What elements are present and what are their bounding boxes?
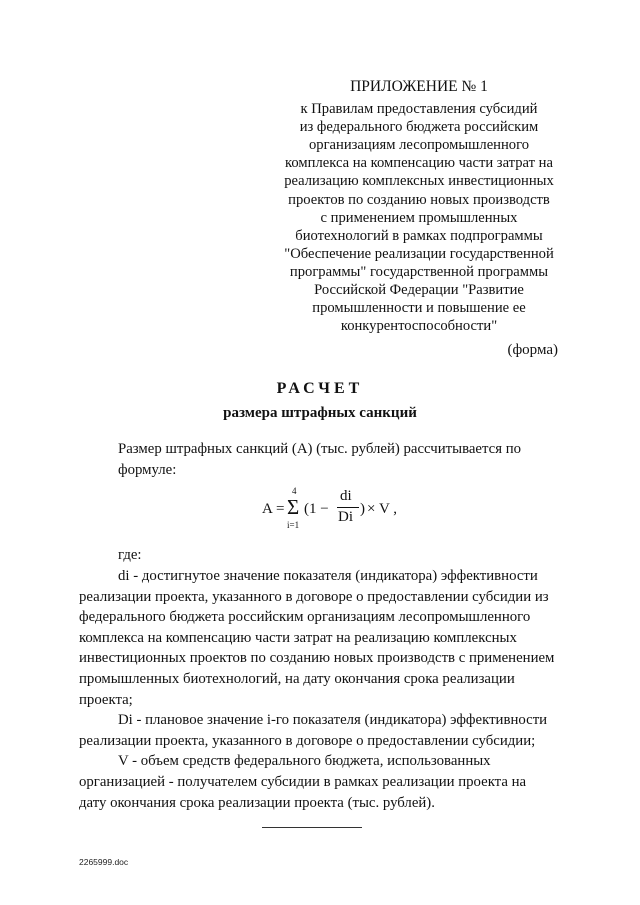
- intro-text-continued: формуле:: [118, 461, 177, 478]
- appendix-line: с применением промышленных: [320, 209, 518, 226]
- appendix-line: "Обеспечение реализации государственной: [284, 245, 554, 262]
- document-title: РАСЧЕТ: [276, 380, 364, 397]
- appendix-heading: ПРИЛОЖЕНИЕ № 1: [350, 78, 488, 95]
- formula-denominator: Di: [338, 509, 353, 525]
- formula-close: ): [360, 501, 365, 517]
- definition-line: федерального бюджета российским организациям лесопромышленного: [79, 609, 531, 626]
- appendix-line: конкурентоспособности": [340, 318, 498, 335]
- formula-numerator: di: [340, 488, 352, 504]
- appendix-line: реализацию комплексных инвестиционных: [284, 173, 554, 190]
- definition-line: инвестиционных проектов по созданию новых производств с применением: [79, 650, 555, 667]
- definition-line: di - достигнутое значение показателя (индикатора) эффективности: [118, 568, 538, 584]
- appendix-header: [268, 78, 570, 335]
- formula-times-v: × V ,: [367, 501, 397, 517]
- appendix-line: программы" государственной программы: [289, 263, 549, 280]
- definition-line: Di - плановое значение i-го показателя (индикатора) эффективности: [118, 712, 548, 729]
- where-label: где:: [118, 547, 142, 563]
- fraction-line: [337, 507, 359, 508]
- definition-line: реализации проекта, указанного в договоре о предоставлении субсидии;: [79, 732, 536, 749]
- definitions-list: [79, 566, 560, 813]
- formula-upper-limit: 4: [292, 486, 297, 496]
- appendix-line: проектов по созданию новых производств: [288, 191, 550, 208]
- form-note: (форма): [507, 342, 558, 358]
- formula-lhs: А: [262, 501, 273, 517]
- appendix-line: организациям лесопромышленного: [308, 137, 530, 154]
- definition-Di: [79, 710, 560, 751]
- formula-equals: =: [276, 501, 285, 517]
- definition-line: комплекса на компенсацию части затрат на реализацию комплексных: [79, 629, 517, 646]
- penalty-formula: [0, 486, 640, 534]
- appendix-line: к Правилам предоставления субсидий: [300, 101, 538, 118]
- definition-line: проекта;: [79, 691, 133, 708]
- appendix-line: биотехнологий в рамках подпрограммы: [295, 227, 543, 244]
- definition-line: организацией - получателем субсидии в рамках реализации проекта на: [79, 773, 527, 790]
- intro-paragraph: [79, 439, 560, 480]
- definition-line: дату окончания срока реализации проекта (тыс. рублей).: [79, 794, 435, 811]
- file-name-footer: 2265999.doc: [79, 857, 129, 867]
- document-subtitle: размера штрафных санкций: [223, 405, 417, 421]
- formula-lower-limit: i=1: [287, 520, 300, 530]
- definition-line: промышленных биотехнологий, на дату окончания срока реализации: [79, 670, 515, 687]
- appendix-line: промышленности и повышение ее: [312, 300, 526, 317]
- definition-line: V - объем средств федерального бюджета, использованных: [118, 753, 491, 770]
- definition-V: [79, 751, 560, 813]
- appendix-line: из федерального бюджета российским: [299, 119, 539, 136]
- sum-symbol: Σ: [287, 495, 300, 519]
- appendix-line: Российской Федерации "Развитие: [314, 282, 524, 299]
- formula-open: (1 −: [304, 501, 329, 517]
- definition-di: [79, 566, 560, 710]
- intro-text: Размер штрафных санкций (А) (тыс. рублей) рассчитывается по: [118, 441, 522, 457]
- definition-line: реализации проекта, указанного в договоре о предоставлении субсидии из: [79, 588, 549, 605]
- appendix-line: комплекса на компенсацию части затрат на: [285, 155, 553, 172]
- end-divider: [262, 827, 362, 828]
